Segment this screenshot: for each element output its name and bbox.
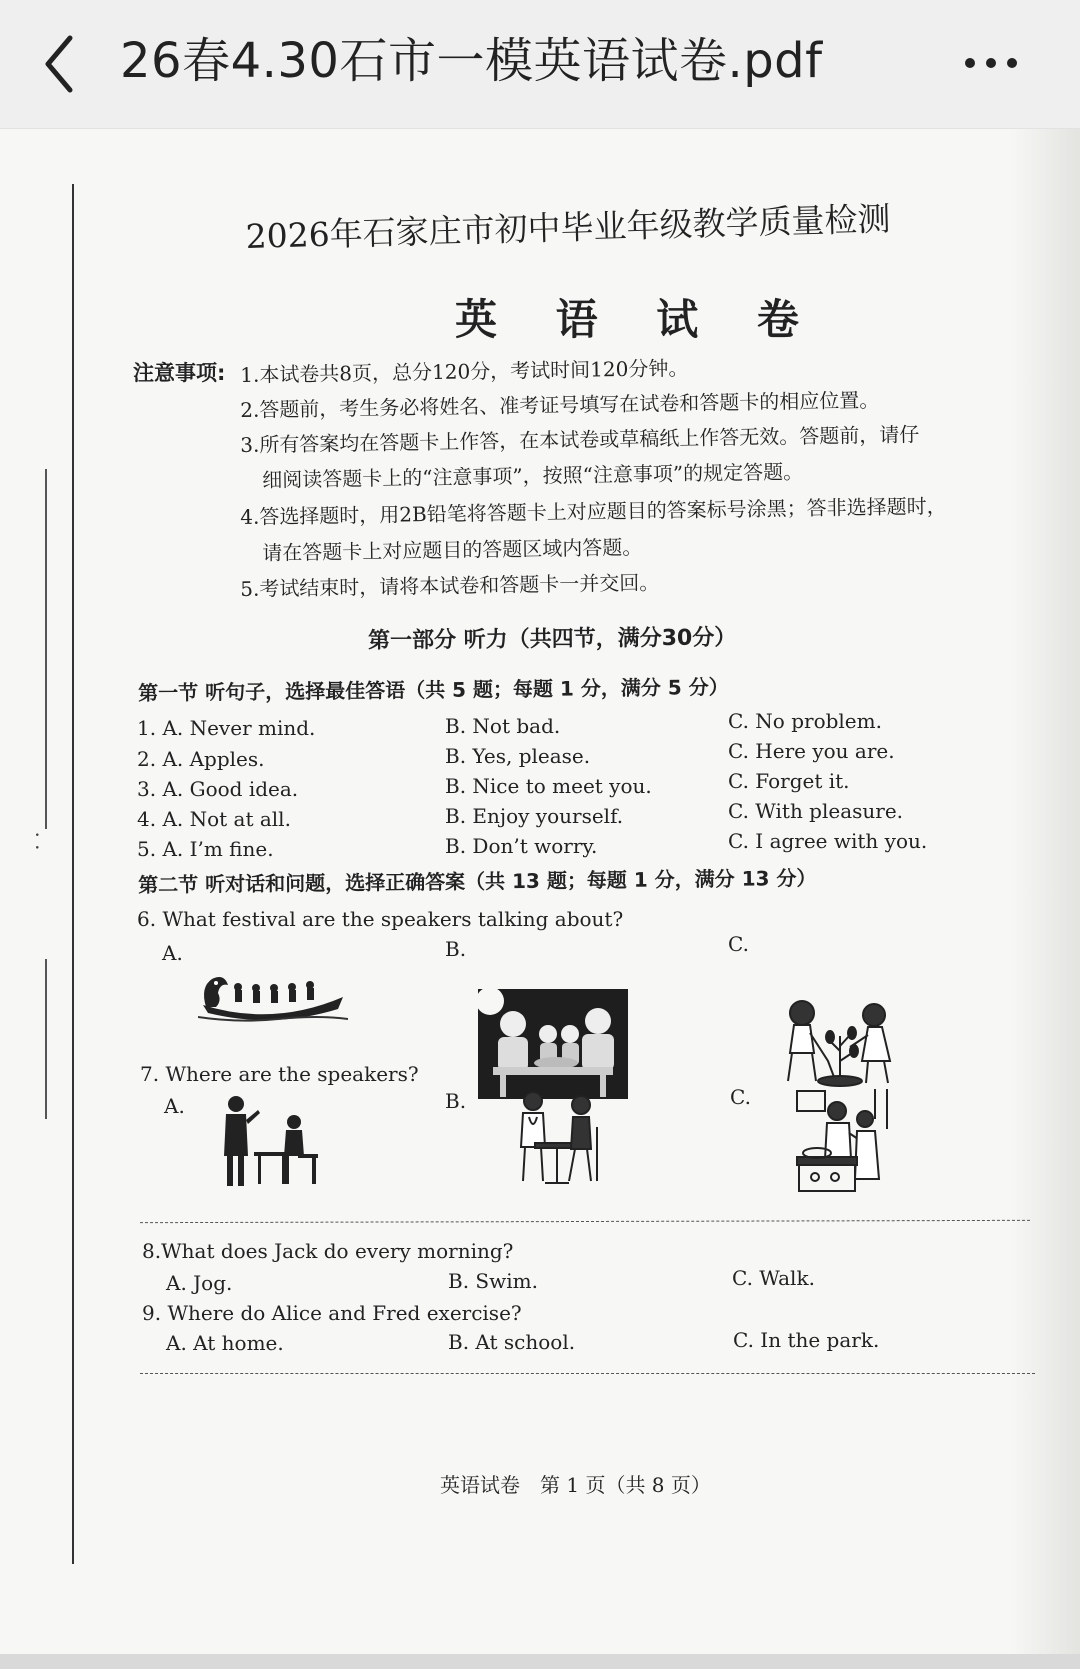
option-c: C. No problem. [728,709,882,733]
binding-mark: · · [25,831,50,851]
dragon-boat-image [198,957,348,1027]
notice-label: 注意事项: [133,361,226,385]
option-b: B. Yes, please. [445,744,591,768]
exam-subject: 英 语 试 卷 [455,295,821,344]
section-title: 第二节 听对话和问题，选择正确答案（共 13 题；每题 1 分，满分 13 分） [138,865,817,897]
option-b: B. Not bad. [445,714,561,738]
option-a: 4. A. Not at all. [137,807,291,831]
kitchen-image [795,1089,895,1194]
question-stem: 8.What does Jack do every morning? [142,1239,514,1263]
section-title: 第一节 听句子，选择最佳答语（共 5 题；每题 1 分，满分 5 分） [138,674,729,705]
notice-item: 请在答题卡上对应题目的答题区域内答题。 [262,535,643,565]
option-c: C. Walk. [732,1266,815,1290]
scan-shadow [1010,129,1080,1654]
option-a: 3. A. Good idea. [137,777,299,801]
question-stem: 7. Where are the speakers? [140,1062,419,1086]
bottom-bar [0,1654,1080,1669]
option-a: 5. A. I’m fine. [137,837,274,861]
option-b: B. Nice to meet you. [445,774,652,798]
option-c: C. In the park. [733,1328,880,1352]
binding-field-line [45,469,47,829]
option-b: B. [445,937,467,961]
notice-item: 5.考试结束时，请将本试卷和答题卡一并交回。 [240,570,660,601]
more-horizontal-icon [958,38,1028,88]
doctor-office-image [505,1087,605,1187]
option-c: C. With pleasure. [728,799,904,823]
tree-planting-image [772,991,912,1091]
option-c: C. I agree with you. [728,829,928,853]
exam-header: 2026年石家庄市初中毕业年级教学质量检测 [245,198,891,256]
part-title: 第一部分 听力（共四节，满分30分） [367,625,737,654]
classroom-image [214,1094,324,1189]
pdf-page[interactable] [0,129,1080,1654]
option-a: A. Jog. [166,1271,233,1295]
option-a: 2. A. Apples. [137,747,265,771]
question-stem: 6. What festival are the speakers talking about? [137,907,624,931]
option-b: B. [445,1089,467,1113]
option-c: C. [728,932,749,956]
option-a: A. [162,941,183,965]
option-a: A. [164,1094,185,1118]
option-b: B. Swim. [448,1269,538,1293]
option-a: 1. A. Never mind. [137,716,316,740]
notice-item: 4.答选择题时，用2B铅笔将答题卡上对应题目的答案标号涂黑；答非选择题时， [240,493,947,529]
binding-line [72,184,74,1564]
dashed-divider [140,1220,1030,1223]
option-b: B. Enjoy yourself. [445,804,624,828]
question-stem: 9. Where do Alice and Fred exercise? [142,1301,522,1325]
family-dinner-image [478,989,628,1099]
notice-item: 2.答题前，考生务必将姓名、准考证号填写在试卷和答题卡的相应位置。 [240,387,880,422]
document-title: 26春4.30石市一模英语试卷.pdf [120,33,823,89]
binding-field-line [45,959,47,1119]
option-c: C. Here you are. [728,739,895,763]
more-button[interactable] [958,38,1028,88]
page-footer: 英语试卷 第 1 页（共 8 页） [440,1473,711,1497]
notice-item: 细阅读答题卡上的“注意事项”，按照“注意事项”的规定答题。 [262,459,804,492]
option-c: C. Forget it. [728,769,850,793]
app-bar [0,0,1080,129]
option-b: B. At school. [448,1330,576,1354]
chevron-left-icon [36,26,92,102]
option-b: B. Don’t worry. [445,834,598,858]
dashed-divider [140,1373,1035,1374]
option-a: A. At home. [166,1331,284,1355]
notice-item: 1.本试卷共8页，总分120分，考试时间120分钟。 [240,355,689,387]
notice-item: 3.所有答案均在答题卡上作答，在本试卷或草稿纸上作答无效。答题前，请仔 [240,422,920,457]
option-c: C. [730,1085,751,1109]
back-button[interactable] [36,26,92,102]
